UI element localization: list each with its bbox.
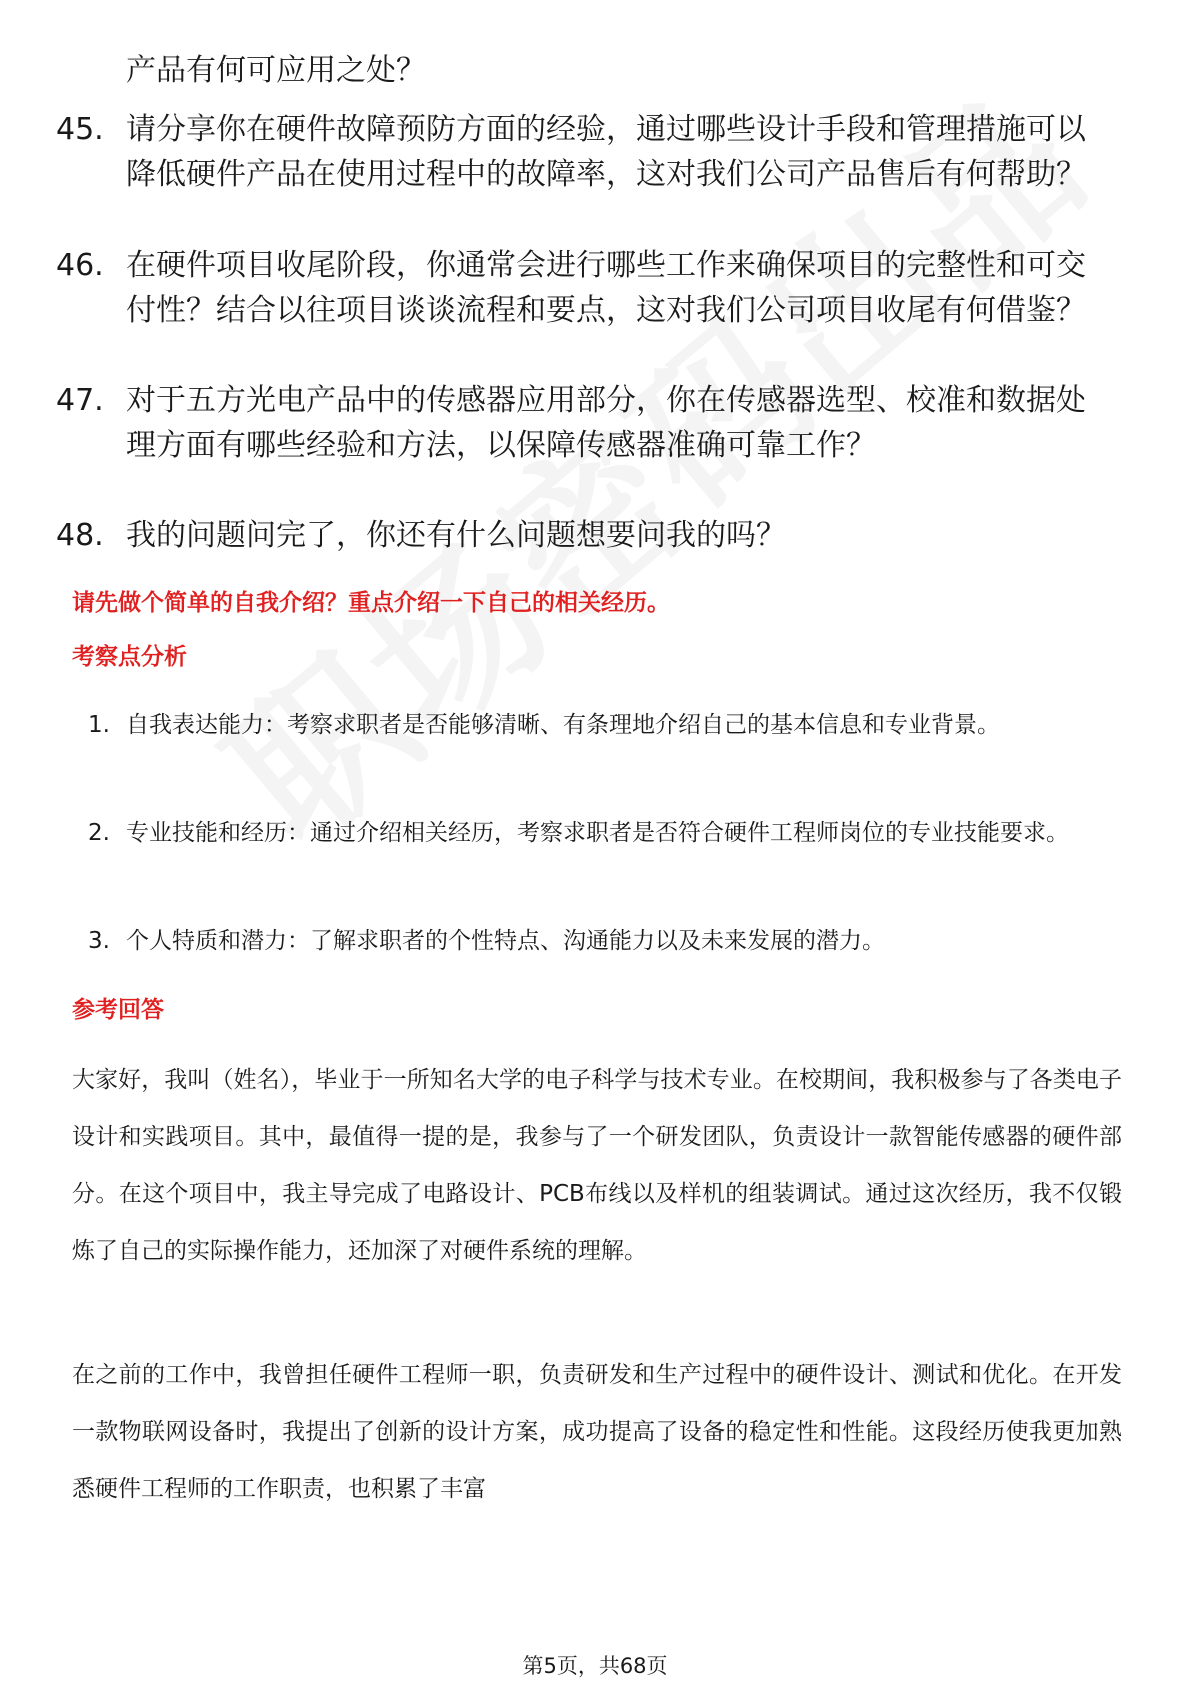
analysis-heading: 考察点分析	[72, 644, 187, 670]
question-text: 产品有何可应用之处？	[126, 53, 426, 88]
answer-paragraph: 大家好，我叫（姓名），毕业于一所知名大学的电子科学与技术专业。在校期间，我积极参与了各类电子设计和实践项目。其中，最值得一提的是，我参与了一个研发团队，负责设计一款智能传感器的硬件部分。在这个项目中，我主导完成了电路设计、PCB布线以及样机的组装调试。通过这次经历，我不仅锻炼了自己的实际操作能力，还加深了对硬件系统的理解。	[72, 1067, 1122, 1264]
question-text: 我的问题问完了，你还有什么问题想要问我的吗？	[126, 518, 786, 553]
question-text: 在硬件项目收尾阶段，你通常会进行哪些工作来确保项目的完整性和可交付性？结合以往项目谈谈流程和要点，这对我们公司项目收尾有何借鉴？	[126, 248, 1086, 328]
answer-paragraph: 在之前的工作中，我曾担任硬件工程师一职，负责研发和生产过程中的硬件设计、测试和优化。在开发一款物联网设备时，我提出了创新的设计方案，成功提高了设备的稳定性和性能。这段经历使我更加熟悉硬件工程师的工作职责，也积累了丰富	[72, 1362, 1122, 1502]
page-footer: 第5页，共68页	[522, 1654, 668, 1678]
section-question-heading: 请先做个简单的自我介绍？重点介绍一下自己的相关经历。	[72, 590, 670, 616]
analysis-item-number: 3.	[88, 928, 110, 954]
question-number: 48.	[56, 518, 104, 553]
question-number: 45.	[56, 112, 104, 147]
question-number: 46.	[56, 248, 104, 283]
question-text: 请分享你在硬件故障预防方面的经验，通过哪些设计手段和管理措施可以降低硬件产品在使用过程中的故障率，这对我们公司产品售后有何帮助？	[126, 112, 1086, 192]
analysis-item-text: 自我表达能力：考察求职者是否能够清晰、有条理地介绍自己的基本信息和专业背景。	[126, 712, 1000, 738]
analysis-item-number: 2.	[88, 820, 110, 846]
analysis-item-number: 1.	[88, 712, 110, 738]
answer-heading: 参考回答	[72, 997, 164, 1023]
analysis-item-text: 专业技能和经历：通过介绍相关经历，考察求职者是否符合硬件工程师岗位的专业技能要求。	[126, 820, 1069, 846]
question-text: 对于五方光电产品中的传感器应用部分，你在传感器选型、校准和数据处理方面有哪些经验和方法，以保障传感器准确可靠工作？	[126, 383, 1086, 463]
analysis-item-text: 个人特质和潜力：了解求职者的个性特点、沟通能力以及未来发展的潜力。	[126, 928, 885, 954]
question-number: 47.	[56, 383, 104, 418]
